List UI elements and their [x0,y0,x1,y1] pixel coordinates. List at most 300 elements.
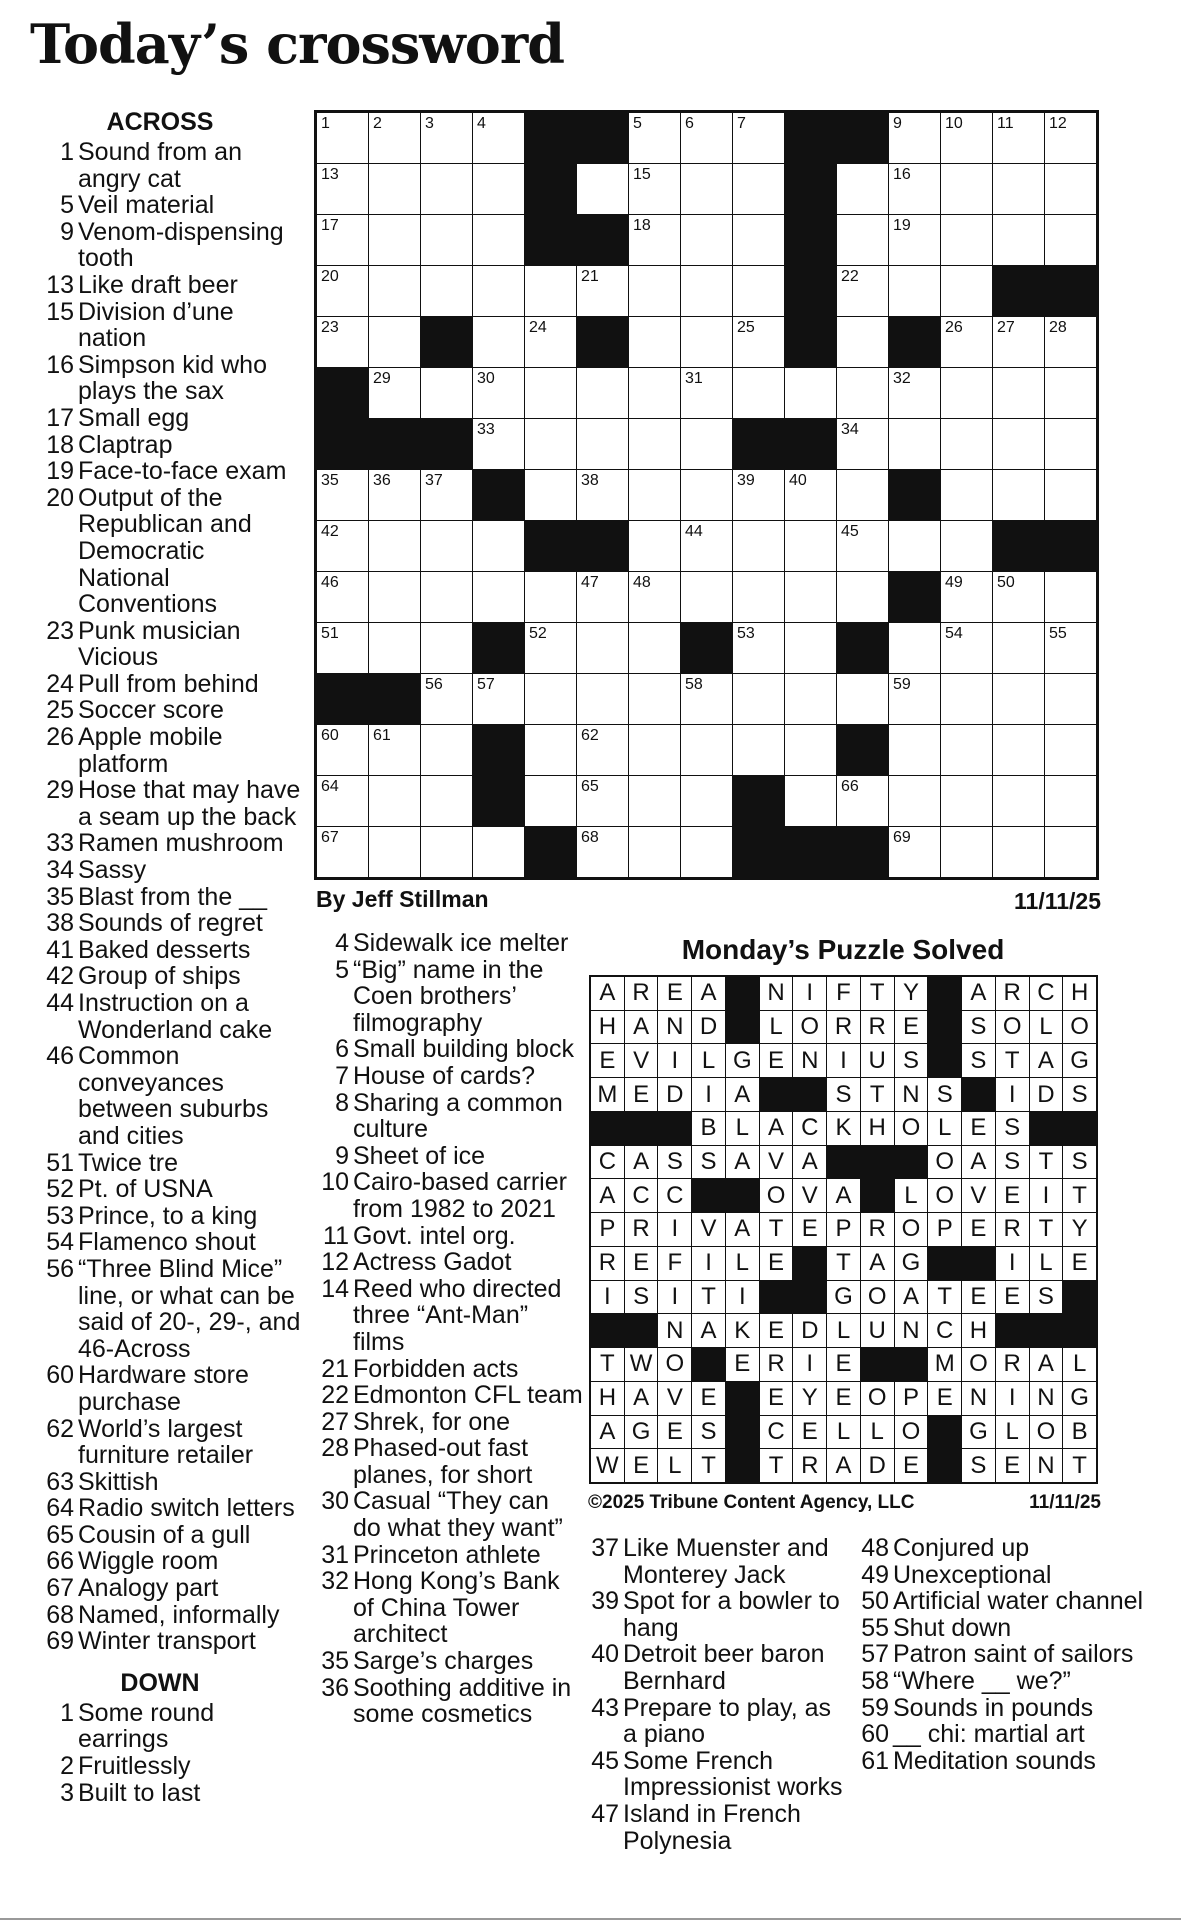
grid-cell[interactable] [1045,113,1096,163]
grid-cell[interactable] [993,419,1044,469]
grid-cell[interactable] [889,419,940,469]
grid-cell[interactable] [629,215,680,265]
black-square [837,113,888,163]
black-square [760,1078,793,1111]
grid-cell[interactable] [889,725,940,775]
grid-cell[interactable] [577,623,628,673]
grid-cell[interactable] [681,164,732,214]
clue-text: Division d’une nation [78,297,234,353]
grid-cell[interactable] [577,470,628,520]
grid-cell[interactable] [889,113,940,163]
solution-letter: T [760,1213,793,1246]
grid-cell[interactable] [733,470,784,520]
grid-cell[interactable] [1045,470,1096,520]
black-square [473,776,524,826]
grid-cell[interactable] [1045,776,1096,826]
grid-cell[interactable] [1045,827,1096,877]
clue-item [313,1276,583,1356]
black-square [928,1247,961,1280]
grid-cell[interactable] [525,623,576,673]
clue-item [40,963,302,990]
clue-text: House of cards? [353,1061,536,1090]
cell-number: 45 [841,523,859,540]
clue-text: __ chi: martial art [893,1720,1085,1749]
cell-number: 59 [893,676,911,693]
solution-letter: I [658,1213,691,1246]
grid-cell[interactable] [941,521,992,571]
black-square [793,1247,826,1280]
grid-cell[interactable] [629,113,680,163]
grid-cell[interactable] [681,725,732,775]
black-square [692,1348,725,1381]
grid-cell[interactable] [473,164,524,214]
solution-letter: L [827,1416,860,1449]
grid-cell[interactable] [993,623,1044,673]
grid-cell[interactable] [733,674,784,724]
grid-cell[interactable] [941,776,992,826]
grid-cell[interactable] [369,368,420,418]
grid-cell[interactable] [941,725,992,775]
clue-text: Sheet of ice [353,1141,486,1170]
clue-text: Built to last [78,1778,201,1807]
solution-letter: A [895,1281,928,1314]
black-square [785,827,836,877]
grid-cell[interactable] [525,572,576,622]
grid-cell[interactable] [993,113,1044,163]
grid-cell[interactable] [785,521,836,571]
grid-cell[interactable] [785,368,836,418]
grid-cell[interactable] [733,266,784,316]
solution-letter: G [726,1044,759,1077]
grid-cell[interactable] [733,572,784,622]
grid-cell[interactable] [941,572,992,622]
grid-cell[interactable] [421,266,472,316]
grid-cell[interactable] [733,368,784,418]
solution-letter: G [827,1281,860,1314]
grid-cell[interactable] [941,827,992,877]
clue-number: 46 [46,1042,74,1071]
cell-number: 31 [685,370,703,387]
grid-cell[interactable] [577,368,628,418]
black-square [473,470,524,520]
clue-number: 60 [861,1720,889,1749]
grid-cell[interactable] [473,317,524,367]
grid-cell[interactable] [473,368,524,418]
grid-cell[interactable] [889,521,940,571]
grid-cell[interactable] [525,725,576,775]
grid-cell[interactable] [317,572,368,622]
cell-number: 64 [321,778,339,795]
grid-cell[interactable] [941,215,992,265]
grid-cell[interactable] [317,470,368,520]
grid-cell[interactable] [577,419,628,469]
solution-letter: A [827,1449,860,1482]
grid-cell[interactable] [681,776,732,826]
grid-cell[interactable] [681,572,732,622]
grid-cell[interactable] [837,572,888,622]
solution-letter: Y [793,1382,826,1415]
grid-cell[interactable] [837,419,888,469]
clue-text: Shut down [893,1613,1012,1642]
grid-cell[interactable] [629,419,680,469]
clue-item [40,352,302,405]
grid-cell[interactable] [473,827,524,877]
grid-cell[interactable] [317,776,368,826]
grid-cell[interactable] [421,725,472,775]
grid-cell[interactable] [577,827,628,877]
clue-number: 36 [321,1673,349,1702]
grid-cell[interactable] [733,521,784,571]
grid-cell[interactable] [785,725,836,775]
grid-cell[interactable] [837,368,888,418]
grid-cell[interactable] [993,827,1044,877]
grid-cell[interactable] [889,827,940,877]
grid-cell[interactable] [369,725,420,775]
grid-cell[interactable] [941,470,992,520]
grid-cell[interactable] [941,674,992,724]
grid-cell[interactable] [473,215,524,265]
grid-cell[interactable] [837,317,888,367]
grid-cell[interactable] [577,674,628,724]
grid-cell[interactable] [629,317,680,367]
grid-cell[interactable] [369,521,420,571]
solution-letter: L [726,1112,759,1145]
grid-cell[interactable] [369,215,420,265]
clue-item [585,1588,845,1641]
clue-item [313,957,583,1037]
grid-cell[interactable] [317,623,368,673]
solution-letter: H [962,1314,995,1347]
grid-cell[interactable] [681,674,732,724]
grid-cell[interactable] [473,419,524,469]
grid-cell[interactable] [369,623,420,673]
grid-cell[interactable] [369,113,420,163]
grid-cell[interactable] [785,470,836,520]
black-square [525,164,576,214]
cell-number: 48 [633,574,651,591]
crossword-grid[interactable] [314,110,1099,880]
grid-cell[interactable] [525,368,576,418]
cell-number: 47 [581,574,599,591]
grid-cell[interactable] [421,368,472,418]
black-square [591,1314,624,1347]
grid-cell[interactable] [785,674,836,724]
grid-cell[interactable] [577,776,628,826]
grid-cell[interactable] [629,521,680,571]
clue-number: 3 [60,1778,74,1807]
solution-letter: O [1063,1011,1096,1044]
grid-cell[interactable] [889,776,940,826]
grid-cell[interactable] [681,113,732,163]
clue-text: Reed who directed three “Ant-Man” films [353,1274,562,1356]
grid-cell[interactable] [1045,419,1096,469]
clue-item [40,1203,302,1230]
clue-item [313,930,583,957]
solution-letter: M [928,1348,961,1381]
clue-item [40,937,302,964]
grid-cell[interactable] [421,623,472,673]
grid-cell[interactable] [369,776,420,826]
grid-cell[interactable] [993,725,1044,775]
grid-cell[interactable] [993,317,1044,367]
grid-cell[interactable] [837,776,888,826]
grid-cell[interactable] [473,572,524,622]
clue-text: Princeton athlete [353,1540,541,1569]
grid-cell[interactable] [421,827,472,877]
grid-cell[interactable] [1045,674,1096,724]
grid-cell[interactable] [785,776,836,826]
grid-cell[interactable] [681,470,732,520]
solution-letter: R [996,1348,1029,1381]
grid-cell[interactable] [941,368,992,418]
solution-letter: A [692,1314,725,1347]
grid-cell[interactable] [629,623,680,673]
solution-letter: L [692,1044,725,1077]
cell-number: 15 [633,166,651,183]
solution-letter: E [658,1416,691,1449]
clue-number: 32 [321,1567,349,1596]
grid-cell[interactable] [525,419,576,469]
grid-cell[interactable] [993,368,1044,418]
black-square [473,623,524,673]
grid-cell[interactable] [941,623,992,673]
grid-cell[interactable] [1045,215,1096,265]
solution-letter: E [658,977,691,1010]
grid-cell[interactable] [941,317,992,367]
clue-text: Sound from an angry cat [78,138,242,193]
grid-cell[interactable] [317,266,368,316]
grid-cell[interactable] [681,368,732,418]
cell-number: 46 [321,574,339,591]
grid-cell[interactable] [421,521,472,571]
grid-cell[interactable] [369,470,420,520]
grid-cell[interactable] [421,215,472,265]
cell-number: 17 [321,217,339,234]
grid-cell[interactable] [369,164,420,214]
grid-cell[interactable] [525,266,576,316]
clue-text: Apple mobile platform [78,723,223,778]
grid-cell[interactable] [837,521,888,571]
cell-number: 19 [893,217,911,234]
grid-cell[interactable] [317,521,368,571]
solution-letter: I [726,1281,759,1314]
page-title: Today’s crossword [30,12,564,76]
solution-letter: L [996,1416,1029,1449]
grid-cell[interactable] [629,776,680,826]
solution-letter: G [962,1416,995,1449]
grid-cell[interactable] [421,164,472,214]
clue-number: 16 [46,350,74,379]
grid-cell[interactable] [473,521,524,571]
black-square [317,674,368,724]
clue-text: Group of ships [78,962,241,991]
grid-cell[interactable] [317,317,368,367]
grid-cell[interactable] [577,164,628,214]
grid-cell[interactable] [733,164,784,214]
solution-letter: V [658,1382,691,1415]
grid-cell[interactable] [681,827,732,877]
solution-letter: G [895,1247,928,1280]
black-square [525,521,576,571]
grid-cell[interactable] [785,572,836,622]
grid-cell[interactable] [421,674,472,724]
grid-cell[interactable] [733,215,784,265]
grid-cell[interactable] [941,419,992,469]
cell-number: 3 [425,115,434,132]
grid-cell[interactable] [317,215,368,265]
grid-cell[interactable] [941,164,992,214]
solution-letter: P [895,1382,928,1415]
solution-letter: A [760,1112,793,1145]
puzzle-date: 11/11/25 [1014,888,1101,914]
grid-cell[interactable] [525,776,576,826]
grid-cell[interactable] [421,572,472,622]
solution-letter: C [658,1179,691,1212]
grid-cell[interactable] [421,470,472,520]
clue-text: Sassy [78,856,147,885]
grid-cell[interactable] [317,113,368,163]
grid-cell[interactable] [369,317,420,367]
grid-cell[interactable] [889,215,940,265]
clue-text: Radio switch letters [78,1494,295,1523]
clue-number: 5 [335,955,349,984]
clue-item [40,1753,302,1780]
clue-number: 43 [591,1693,619,1722]
solution-letter: T [692,1281,725,1314]
solution-letter: R [996,1213,1029,1246]
grid-cell[interactable] [525,317,576,367]
grid-cell[interactable] [681,266,732,316]
solution-letter: E [760,1044,793,1077]
black-square [421,317,472,367]
clue-number: 26 [46,723,74,752]
grid-cell[interactable] [629,470,680,520]
solution-letter: D [793,1314,826,1347]
grid-cell[interactable] [473,113,524,163]
grid-cell[interactable] [317,164,368,214]
grid-cell[interactable] [629,164,680,214]
grid-cell[interactable] [837,470,888,520]
grid-cell[interactable] [629,674,680,724]
grid-cell[interactable] [837,674,888,724]
grid-cell[interactable] [837,266,888,316]
grid-cell[interactable] [421,776,472,826]
grid-cell[interactable] [993,674,1044,724]
grid-cell[interactable] [577,572,628,622]
solution-letter: K [726,1314,759,1347]
clue-number: 14 [321,1274,349,1303]
grid-cell[interactable] [733,725,784,775]
grid-cell[interactable] [629,266,680,316]
black-square [1063,1314,1096,1347]
clue-item [855,1695,1155,1722]
grid-cell[interactable] [889,674,940,724]
grid-cell[interactable] [629,827,680,877]
solution-letter: T [996,1044,1029,1077]
clue-text: Ramen mushroom [78,829,284,858]
grid-cell[interactable] [473,266,524,316]
grid-cell[interactable] [1045,572,1096,622]
clue-item [40,1362,302,1415]
grid-cell[interactable] [837,215,888,265]
grid-cell[interactable] [941,113,992,163]
grid-cell[interactable] [317,725,368,775]
solution-letter: E [1063,1247,1096,1280]
solution-letter: G [1063,1044,1096,1077]
grid-cell[interactable] [993,164,1044,214]
clue-item [40,1043,302,1149]
black-square [317,368,368,418]
grid-cell[interactable] [993,470,1044,520]
black-square [837,725,888,775]
black-square [577,521,628,571]
grid-cell[interactable] [629,725,680,775]
across-clues-column [40,108,302,1806]
solution-letter: S [658,1146,691,1179]
solution-letter: I [793,1348,826,1381]
grid-cell[interactable] [421,113,472,163]
grid-cell[interactable] [1045,623,1096,673]
grid-cell[interactable] [629,572,680,622]
grid-cell[interactable] [681,521,732,571]
clue-number: 63 [46,1467,74,1496]
grid-cell[interactable] [889,623,940,673]
clue-number: 48 [861,1534,889,1562]
grid-cell[interactable] [369,572,420,622]
grid-cell[interactable] [993,572,1044,622]
grid-cell[interactable] [993,776,1044,826]
grid-cell[interactable] [1045,164,1096,214]
grid-cell[interactable] [577,725,628,775]
grid-cell[interactable] [681,215,732,265]
grid-cell[interactable] [837,164,888,214]
solution-letter: S [1030,1281,1063,1314]
clue-text: Output of the Republican and Democratic National Conventions [78,483,252,619]
solution-letter: O [861,1281,894,1314]
grid-cell[interactable] [369,266,420,316]
grid-cell[interactable] [889,266,940,316]
clue-number: 58 [861,1666,889,1695]
solution-letter: O [928,1146,961,1179]
grid-cell[interactable] [681,419,732,469]
grid-cell[interactable] [993,215,1044,265]
grid-cell[interactable] [473,674,524,724]
grid-cell[interactable] [1045,368,1096,418]
grid-cell[interactable] [785,623,836,673]
black-square [793,1281,826,1314]
clue-number: 25 [46,696,74,725]
grid-cell[interactable] [525,470,576,520]
clue-number: 42 [46,962,74,991]
clue-item [585,1695,845,1748]
grid-cell[interactable] [369,827,420,877]
grid-cell[interactable] [1045,725,1096,775]
grid-cell[interactable] [1045,317,1096,367]
solution-letter: A [625,1146,658,1179]
grid-cell[interactable] [889,368,940,418]
grid-cell[interactable] [889,164,940,214]
grid-cell[interactable] [577,266,628,316]
grid-cell[interactable] [681,317,732,367]
grid-cell[interactable] [525,674,576,724]
down-clue-list-4 [855,1535,1155,1774]
grid-cell[interactable] [733,623,784,673]
grid-cell[interactable] [629,368,680,418]
grid-cell[interactable] [733,317,784,367]
grid-cell[interactable] [941,266,992,316]
grid-cell[interactable] [733,113,784,163]
grid-cell[interactable] [317,827,368,877]
